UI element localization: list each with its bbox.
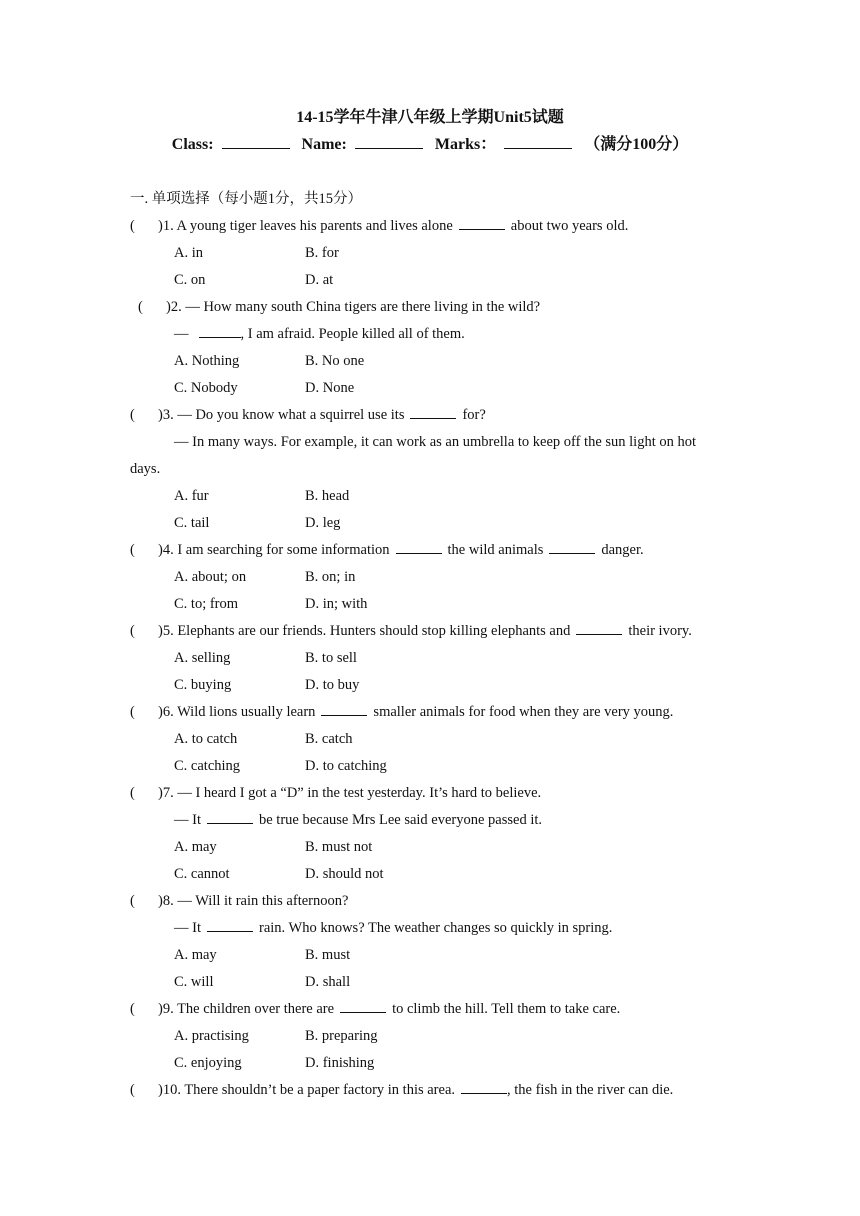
name-label: Name:: [301, 136, 347, 153]
option-b: B. to sell: [305, 650, 357, 666]
question-7-reply: — It be true because Mrs Lee said everyone passed it.: [174, 809, 542, 831]
question-2: ( )2. — How many south China tigers are there living in the wild?: [138, 296, 540, 318]
question-3-reply-cont: days.: [130, 461, 161, 477]
question-10: ( )10. There shouldn’t be a paper factory in this area. , the fish in the river can die.: [130, 1079, 673, 1101]
option-c: C. catching: [174, 758, 241, 774]
option-c: C. Nobody: [174, 380, 238, 396]
option-b: B. must not: [305, 839, 373, 855]
option-d: D. should not: [305, 866, 384, 882]
answer-paren: (: [130, 407, 135, 423]
option-b: B. must: [305, 947, 351, 963]
option-a: A. fur: [174, 488, 209, 504]
fill-blank: [576, 620, 622, 635]
option-d: D. leg: [305, 515, 341, 531]
option-a: A. selling: [174, 650, 231, 666]
fill-blank: [207, 917, 253, 932]
fill-blank: [207, 809, 253, 824]
option-b: B. preparing: [305, 1028, 378, 1044]
fill-blank: [461, 1079, 507, 1094]
option-b: B. No one: [305, 353, 365, 369]
answer-paren: (: [130, 785, 135, 801]
option-a: A. may: [174, 839, 217, 855]
option-c: C. buying: [174, 677, 232, 693]
option-b: B. head: [305, 488, 350, 504]
fill-blank: [340, 998, 386, 1013]
option-a: A. about; on: [174, 569, 247, 585]
question-8-reply: — It rain. Who knows? The weather changes so quickly in spring.: [174, 917, 612, 939]
class-label: Class:: [171, 136, 214, 153]
question-4: ( )4. I am searching for some information the wild animals danger.: [130, 539, 644, 561]
option-b: B. on; in: [305, 569, 356, 585]
fill-blank: [410, 404, 456, 419]
option-b: B. for: [305, 245, 339, 261]
answer-paren: (: [130, 623, 135, 639]
option-a: A. Nothing: [174, 353, 240, 369]
marks-label: Marks：: [434, 136, 497, 153]
option-d: D. shall: [305, 974, 351, 990]
section-heading: 一. 单项选择（每小题1分，共15分）: [130, 191, 362, 207]
answer-paren: (: [130, 704, 135, 720]
fill-blank: [199, 323, 241, 338]
question-5: ( )5. Elephants are our friends. Hunters should stop killing elephants and their ivory.: [130, 620, 692, 642]
option-d: D. to buy: [305, 677, 360, 693]
question-9: ( )9. The children over there are to climb the hill. Tell them to take care.: [130, 998, 620, 1020]
answer-paren: (: [138, 299, 143, 315]
option-d: D. at: [305, 272, 334, 288]
marks-blank: [504, 134, 572, 149]
option-a: A. may: [174, 947, 217, 963]
option-d: D. to catching: [305, 758, 387, 774]
option-c: C. on: [174, 272, 206, 288]
option-c: C. to; from: [174, 596, 239, 612]
fill-blank: [321, 701, 367, 716]
fill-blank: [549, 539, 595, 554]
fill-blank: [396, 539, 442, 554]
question-8: ( )8. — Will it rain this afternoon?: [130, 890, 348, 912]
answer-paren: (: [130, 218, 135, 234]
option-c: C. cannot: [174, 866, 230, 882]
option-c: C. enjoying: [174, 1055, 242, 1071]
question-3: ( )3. — Do you know what a squirrel use its for?: [130, 404, 486, 426]
answer-paren: (: [130, 542, 135, 558]
option-b: B. catch: [305, 731, 353, 747]
answer-paren: (: [130, 1001, 135, 1017]
question-6: ( )6. Wild lions usually learn smaller animals for food when they are very young.: [130, 701, 673, 723]
question-2-reply: — , I am afraid. People killed all of them.: [174, 323, 465, 345]
fill-blank: [459, 215, 505, 230]
answer-paren: (: [130, 1082, 135, 1098]
answer-paren: (: [130, 893, 135, 909]
option-c: C. tail: [174, 515, 210, 531]
name-blank: [355, 134, 423, 149]
class-blank: [222, 134, 290, 149]
option-d: D. None: [305, 380, 355, 396]
question-1: ( )1. A young tiger leaves his parents and lives alone about two years old.: [130, 215, 628, 237]
option-d: D. in; with: [305, 596, 368, 612]
option-a: A. practising: [174, 1028, 249, 1044]
full-marks: （满分100分）: [584, 136, 689, 153]
question-3-reply: — In many ways. For example, it can work as an umbrella to keep off the sun light on hot: [174, 434, 697, 450]
option-a: A. to catch: [174, 731, 238, 747]
option-c: C. will: [174, 974, 214, 990]
page-title: 14-15学年牛津八年级上学期Unit5试题: [296, 109, 564, 126]
option-d: D. finishing: [305, 1055, 375, 1071]
option-a: A. in: [174, 245, 203, 261]
student-info-row: [0, 134, 860, 156]
question-7: ( )7. — I heard I got a “D” in the test yesterday. It’s hard to believe.: [130, 782, 541, 804]
